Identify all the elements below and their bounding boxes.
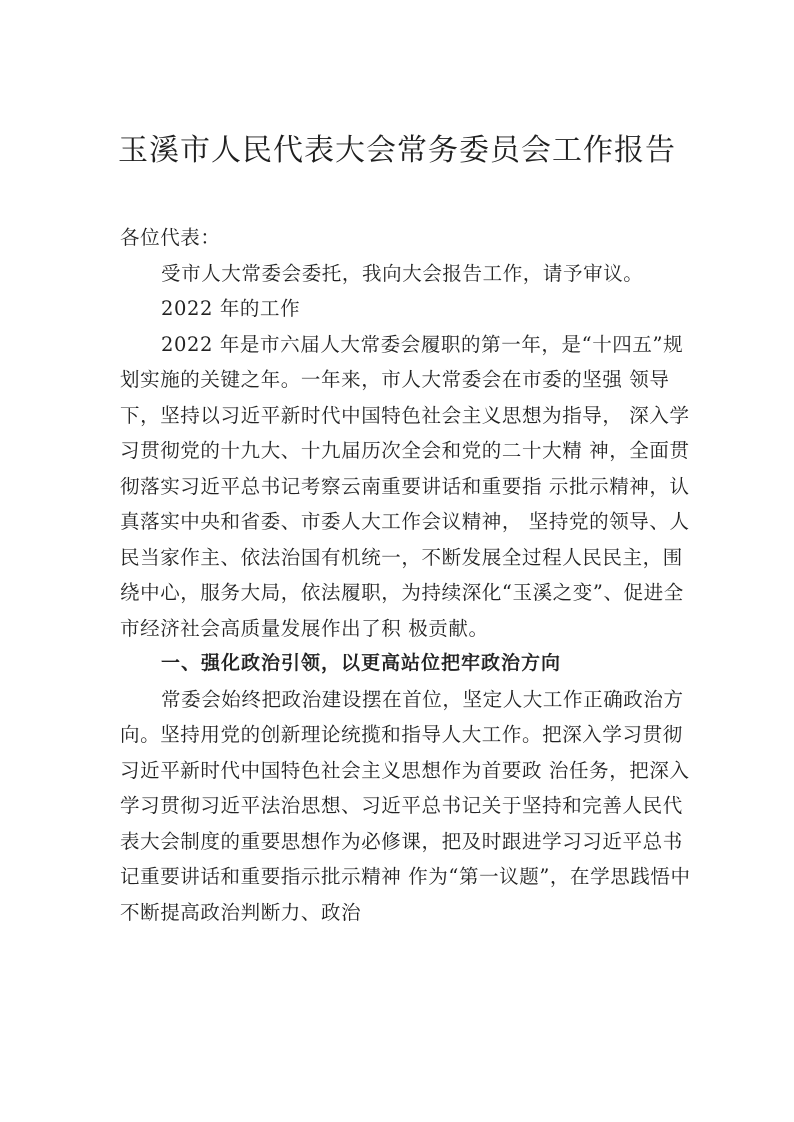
section-label: 2022 年的工作 xyxy=(161,297,301,320)
document-title: 玉溪市人民代表大会常务委员会工作报告 xyxy=(118,133,676,168)
salutation: 各位代表： xyxy=(120,226,221,249)
intro-paragraph: 受市人大常委会委托，我向大会报告工作，请予审议。 xyxy=(161,261,644,285)
document-body xyxy=(120,220,700,930)
body-paragraph-2: 常委会始终把政治建设摆在首位，坚定人大工作正确政治方向。坚持用党的创新理论统揽和指导人大工作。把深入学习贯彻习近平新时代中国特色社会主义思想作为首要政 治任务，把深入学习贯彻习近平法治思想、习近平总书记关于坚持和完善人民代表大会制度的重要思想作为必修课，把及时跟进学习习近平总书记重要讲话和重要指示批示精神 作为“第一议题”，在学思践悟中不断提高政治判断力、政治 xyxy=(120,687,691,924)
body-paragraph-1: 2022 年是市六届人大常委会履职的第一年，是“十四五”规划实施的关键之年。一年来，市人大常委会在市委的坚强 领导下，坚持以习近平新时代中国特色社会主义思想为指导， 深入学习贯彻党的十九大、十九届历次全会和党的二十大精 神，全面贯彻落实习近平总书记考察云南重要讲话和重要指 示批示精神，认真落实中央和省委、市委人大工作会议精神， 坚持党的领导、人民当家作主、依法治国有机统一，不断发展全过程人民民主，围绕中心，服务大局，依法履职，为持续深化“玉溪之变”、促进全市经济社会高质量发展作出了积 极贡献。 xyxy=(120,332,690,640)
section-heading-1: 一、强化政治引领，以更高站位把牢政治方向 xyxy=(161,652,562,674)
